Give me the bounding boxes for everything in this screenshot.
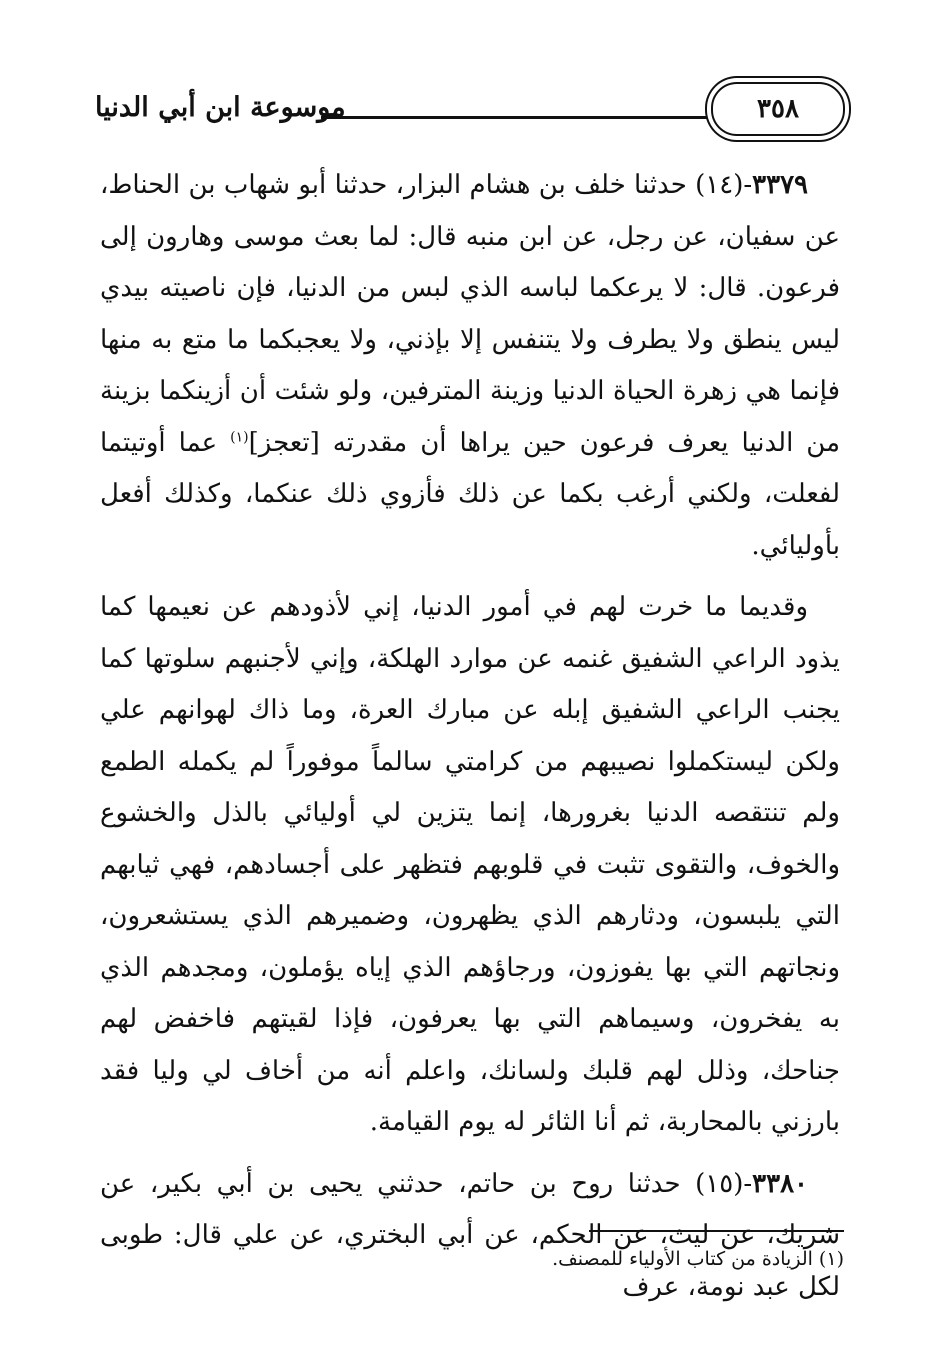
footnote-separator bbox=[589, 1230, 844, 1232]
paragraph-text: وقديما ما خرت لهم في أمور الدنيا، إني لأذودهم عن نعيمها كما يذود الراعي الشفيق غنمه عن موارد الهلكة، وإني لأجنبهم سلوتها كما يجنب الراعي الشفيق إبله عن مبارك العرة، وما ذاك لهوانهم علي ولكن ليستكملوا نصيبهم من كرامتي سالماً موفوراً لم يكمله الطمع ولم تنتقصه الدنيا بغرورها، إنما يتزين لي أوليائي بالذل والخشوع والخوف، والتقوى تثبت في قلوبهم فتظهر على أجسادهم، فهي ثيابهم التي يلبسون، ودثارهم الذي يظهرون، وضميرهم الذي يستشعرون، ونجاتهم التي بها يفوزون، ورجاؤهم الذي إياه يؤملون، ومجدهم الذي به يفخرون، وسيماهم التي بها يعرفون، فإذا لقيتهم فاخفض لهم جناحك، وذلل لهم قلبك ولسانك، واعلم أنه من أخاف لي وليا فقد بارزني بالمحاربة، ثم أنا الثائر له يوم القيامة. bbox=[100, 592, 841, 1137]
hadith-number: ٣٣٧٩ bbox=[752, 170, 808, 200]
paragraph-hadith-3380 bbox=[100, 1159, 840, 1314]
paragraph-hadith-3379 bbox=[100, 160, 840, 572]
footnote-reference: (١) bbox=[230, 428, 249, 445]
paragraph-text: -(١٥) حدثنا روح بن حاتم، حدثني يحيى بن أبي بكير، عن شريك، عن ليث، عن الحكم، عن أبي البختري، عن علي قال: طوبى لكل عبد نومة، عرف bbox=[100, 1168, 840, 1302]
paragraph-continuation bbox=[100, 582, 840, 1149]
main-text bbox=[100, 160, 840, 1313]
paragraph-text-continued: عما أوتيتما لفعلت، ولكني أرغب بكما عن ذلك فأزوي ذلك عنكما، وكذلك أفعل بأوليائي. bbox=[100, 427, 840, 561]
page-header bbox=[95, 78, 845, 138]
paragraph-text: -(١٤) حدثنا خلف بن هشام البزار، حدثنا أبو شهاب بن الحناط، عن سفيان، عن رجل، عن ابن منبه قال: لما بعث موسى وهارون إلى فرعون. قال: لا يرعكما لباسه الذي لبس من الدنيا، فإن ناصيته بيدي ليس ينطق ولا يطرف ولا يتنفس إلا بإذني، ولا يعجبكما ما متع به منها فإنما هي زهرة الحياة الدنيا وزينة المترفين، ولو شئت أن أزينكما بزينة من الدنيا يعرف فرعون حين يراها أن مقدرته [تعجز] bbox=[100, 170, 840, 458]
footnote: (١) الزيادة من كتاب الأولياء للمصنف. bbox=[552, 1248, 844, 1270]
page-number: ٣٥٨ bbox=[711, 82, 845, 136]
hadith-number: ٣٣٨٠ bbox=[752, 1168, 808, 1199]
running-title: موسوعة ابن أبي الدنيا bbox=[95, 92, 346, 123]
header-rule bbox=[321, 116, 707, 119]
